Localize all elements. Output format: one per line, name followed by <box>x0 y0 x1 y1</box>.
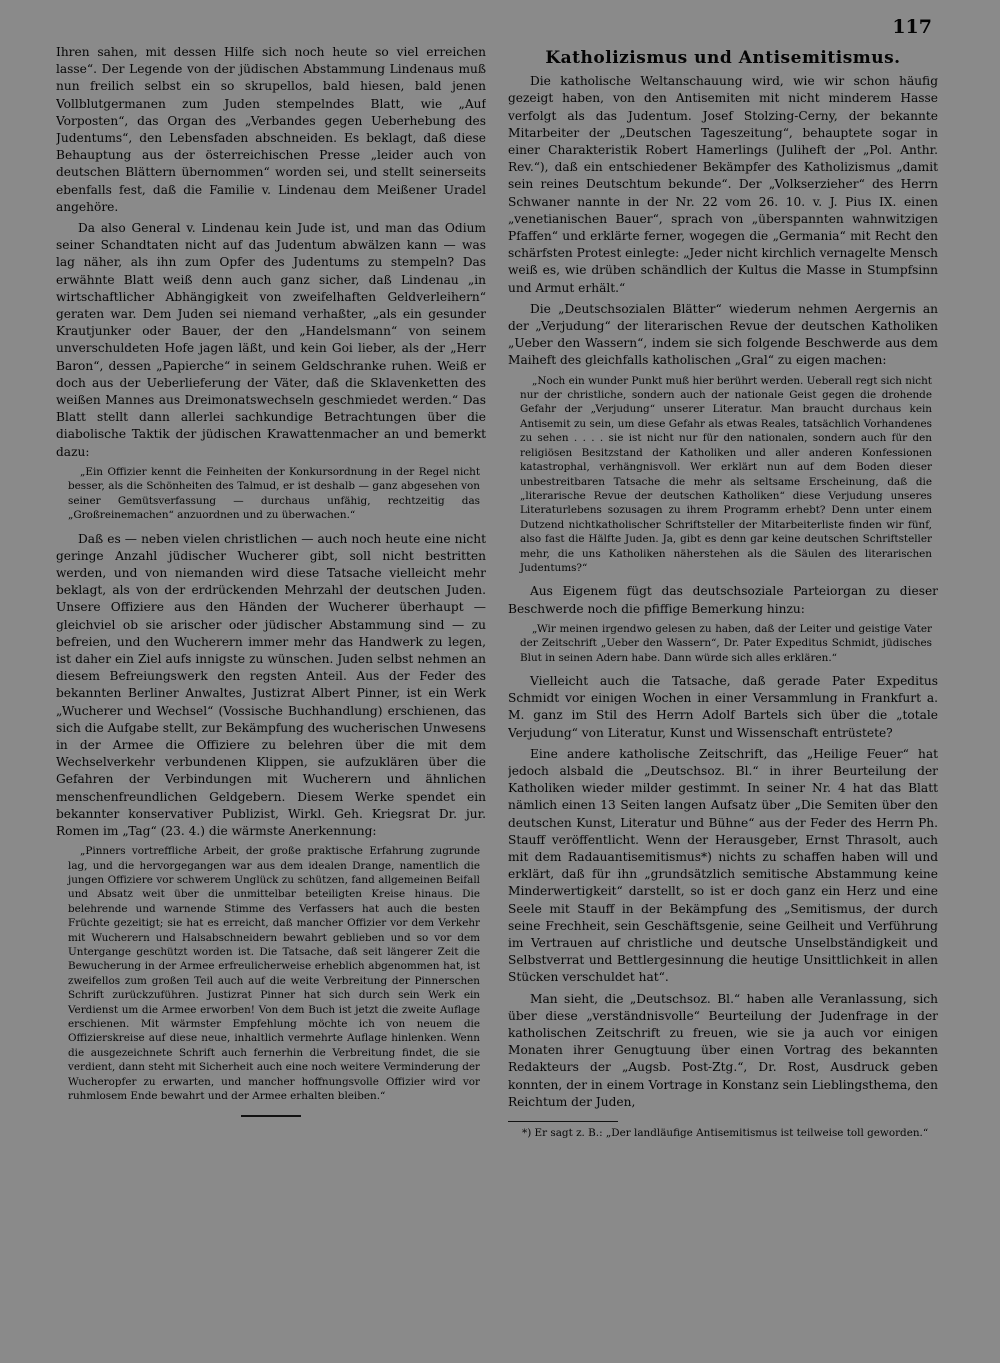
block-quote: „Pinners vortreffliche Arbeit, der große praktische Erfahrung zugrunde lag, und die hervorgegangen war aus dem idealen Drange, namentlich die jungen Offiziere vor schwerem Unglück zu schützen, fand allgemeinen Beifall und Absatz weit über die unmittelbar beteiligten Kreise hinaus. Die belehrende und warnende Stimme des Verfassers hat auch die besten Früchte gezeitigt; sie hat es erreicht, daß mancher Offizier vor dem Verkehr mit Wucherern und Halsabschneidern bewahrt geblieben und so vor dem Untergange geschützt worden ist. Die Tatsache, daß seit längerer Zeit die Bewucherung in der Armee erfreulicherweise erheblich abgenommen hat, ist zweifellos zum großen Teil auch auf die weite Verbreitung der Pinnerschen Schrift zurückzuführen. Justizrat Pinner hat sich durch sein Werk ein Verdienst um die Armee erworben! Von dem Buch ist jetzt die zweite Auflage erschienen. Mit wärmster Empfehlung möchte ich von neuem die Offizierskreise auf diese neue, inhaltlich vermehrte Auflage hinlenken. Wenn die ausgezeichnete Schrift auch fernerhin die Verbreitung findet, die sie verdient, dann steht mit Sicherheit auch eine noch weitere Verminderung der Wucheropfer zu erwarten, und mancher hoffnungsvolle Offizier wird vor ruhmlosem Ende bewahrt und der Armee erhalten bleiben.“ <box>68 845 480 1103</box>
paragraph: Die katholische Weltanschauung wird, wie wir schon häufig gezeigt haben, von den Antisemiten mit nicht minderem Hasse verfolgt als das Judentum. Josef Stolzing-Cerny, der bekannte Mitarbeiter der „Deutschen Tageszeitung“, behauptete sogar in einer Charakteristik Robert Hamerlings (Juliheft der „Pol. Anthr. Rev.“), daß ein entschiedener Bekämpfer des Katholizismus „damit sein reines Deutschtum bekunde“. Der „Volkserzieher“ des Herrn Schwaner nannte in der Nr. 22 vom 26. 10. v. J. Pius IX. einen „venetianischen Bauer“, sprach von „überspannten wahnwitzigen Pfaffen“ und erklärte ferner, wogegen die „Germania“ mit Recht den schärfsten Protest einlegte: „Jeder nicht kirchlich vernagelte Mensch weiß es, wie drüben schändlich der Kultus die Masse in Stumpfsinn und Armut erhält.“ <box>508 74 938 295</box>
left-column <box>56 44 486 1344</box>
block-quote: „Ein Offizier kennt die Feinheiten der Konkursordnung in der Regel nicht besser, als die Schönheiten des Talmud, er ist deshalb — ganz abgesehen von seiner Gemütsverfassung — durchaus unfähig, rechtzeitig das „Großreinemachen“ anzuordnen und zu überwachen.“ <box>68 465 480 522</box>
article-title: Katholizismus und Antisemitismus. <box>545 50 901 68</box>
right-column <box>508 50 938 1350</box>
paragraph: Man sieht, die „Deutschsoz. Bl.“ haben alle Veranlassung, sich über diese „verständnisvolle“ Beurteilung der Judenfrage in der katholischen Zeitschrift zu freuen, wie sie ja auch vor einigen Monaten ihrer Genugtuung über einen Vortrag des bekannten Redakteurs der „Augsb. Post-Ztg.“, Dr. Rost, Ausdruck geben konnten, der in einem Vortrage in Konstanz sein Lieblingsthema, den Reichtum der Juden, <box>508 991 938 1109</box>
paragraph: Vielleicht auch die Tatsache, daß gerade Pater Expeditus Schmidt vor einigen Wochen in einer Versammlung in Frankfurt a. M. ganz im Stil des Herrn Adolf Bartels sich über die „totale Verjudung“ von Literatur, Kunst und Wissenschaft entrüstete? <box>508 673 938 740</box>
page-number: 117 <box>892 16 932 38</box>
footnote: *) Er sagt z. B.: „Der landläufige Antisemitismus ist teilweise toll geworden.“ <box>522 1127 929 1140</box>
paragraph: Die „Deutschsozialen Blätter“ wiederum nehmen Aergernis an der „Verjudung“ der literarischen Revue der deutschen Katholiken „Ueber den Wassern“, indem sie sich folgende Beschwerde aus dem Maiheft des gleichfalls katholischen „Gral“ zu eigen machen: <box>508 301 938 368</box>
footnote-rule <box>508 1121 618 1122</box>
block-quote: „Noch ein wunder Punkt muß hier berührt werden. Ueberall regt sich nicht nur der christliche, sondern auch der nationale Geist gegen die drohende Gefahr der „Verjudung“ unserer Literatur. Man braucht durchaus kein Antisemit zu sein, um diese Gefahr als etwas Reales, tatsächlich Vorhandenes zu sehen . . . . sie ist nicht nur für den nationalen, sondern auch für den religiösen Besitzstand der Katholiken und aller anderen Konfessionen katastrophal, verhängnisvoll. Wer erklärt nun auf dem Boden dieser unbestreitbaren Tatsache die mehr als seltsame Erscheinung, daß die „literarische Revue der deutschen Katholiken“ diese Verjudung unseres Literaturlebens sozusagen zu ihrem Programm erhebt? Denn unter einem Dutzend nichtkatholischer Schriftsteller der Mitarbeiterliste finden wir fünf, also fast die Hälfte Juden. Ja, gibt es denn gar keine deutschen Schriftsteller mehr, die uns Katholiken näherstehen als die Säulen des literarischen Judentums?“ <box>520 374 932 574</box>
paragraph: Daß es — neben vielen christlichen — auch noch heute eine nicht geringe Anzahl jüdischer Wucherer gibt, soll nicht bestritten werden, und von niemanden wird diese Tatsache vielleicht mehr beklagt, als von der erdrückenden Mehrzahl der deutschen Juden. Unsere Offiziere aus den Händen der Wucherer überhaupt — gleichviel ob sie arischer oder jüdischer Abstammung sind — zu befreien, und den Wucherern immer mehr das Handwerk zu legen, ist daher ein Ziel aufs innigste zu wünschen. Juden selbst nehmen an diesem Befreiungswerk den regsten Anteil. Aus der Feder des bekannten Berliner Anwaltes, Justizrat Albert Pinner, ist ein Werk „Wucherer und Wechsel“ (Vossische Buchhandlung) erschienen, das sich die Aufgabe stellt, zur Bekämpfung des wucherischen Unwesens in der Armee die Offiziere zu belehren über die mit dem Wechselverkehr verbundenen Klippen, sie aufzuklären über die Gefahren der Verbindungen mit Wucherern und ähnlichen menschenfreundlichen Geldgebern. Diesem Werke spendet ein bekannter konservativer Publizist, Wirkl. Geh. Kriegsrat Dr. jur. Romen im „Tag“ (23. 4.) die wärmste Anerkennung: <box>56 531 486 838</box>
paragraph: Da also General v. Lindenau kein Jude ist, und man das Odium seiner Schandtaten nicht auf das Judentum abwälzen kann — was lag näher, als ihn zum Opfer des Judentums zu stempeln? Das erwähnte Blatt weiß denn auch ganz sicher, daß Lindenau „in wirtschaftlicher Abhängigkeit von zweifelhaften Geldverleihern“ geraten war. Dem Juden sei niemand verhaßter, „als ein gesunder Krautjunker oder Bauer, der den „Handelsmann“ von seinem unverschuldeten Hofe jagen läßt, und kein Goi lieber, als der „Herr Baron“, dessen „Papierche“ in seinem Geldschranke ruhen. Weiß er doch aus der Ueberlieferung der Väter, daß die Sklavenketten des weißen Mannes aus Dreimonatswechseln geschmiedet werden.“ Das Blatt stellt dann allerlei sachkundige Betrachtungen über die diabolische Taktik der jüdischen Krawattenmacher an und bemerkt dazu: <box>56 221 486 459</box>
block-quote: „Wir meinen irgendwo gelesen zu haben, daß der Leiter und geistige Vater der Zeitschrift „Ueber den Wassern“, Dr. Pater Expeditus Schmidt, jüdisches Blut in seinen Adern habe. Dann würde sich alles erklären.“ <box>520 622 932 664</box>
paragraph: Eine andere katholische Zeitschrift, das „Heilige Feuer“ hat jedoch alsbald die „Deutschsoz. Bl.“ in ihrer Beurteilung der Katholiken wieder milder gestimmt. In seiner Nr. 4 hat das Blatt nämlich einen 13 Seiten langen Aufsatz über „Die Semiten über den deutschen Kunst, Literatur und Bühne“ aus der Feder des Herrn Ph. Stauff veröffentlicht. Wenn der Herausgeber, Ernst Thrasolt, auch mit dem Radauantisemitismus*) nichts zu schaffen haben will und erklärt, daß für ihn „grundsätzlich semitische Abstammung keine Minderwertigkeit“ darstellt, so ist er doch ganz ein Herz und eine Seele mit Stauff in der Bekämpfung des „Semitismus, der durch seine Frechheit, sein Geschäftsgenie, seine Geilheit und Verführung im Vertrauen auf christliche und deutsche Unselbständigkeit und Selbstverrat und Bettlergesinnung die heutige Unsittlichkeit in allen Stücken verschuldet hat“. <box>508 746 938 985</box>
paragraph: Ihren sahen, mit dessen Hilfe sich noch heute so viel erreichen lasse“. Der Legende von der jüdischen Abstammung Lindenaus muß nun freilich selbst ein so skrupellos, bald hiesen, bald jenen Vollblutgermanen zum Juden stempelndes Blatt, wie „Auf Vorposten“, das Organ des „Verbandes gegen Ueberhebung des Judentums“, den Lebensfaden abschneiden. Es beklagt, daß diese Behauptung aus der österreichischen Presse „leider auch von deutschen Blättern übernommen“ worden sei, und stellt seinerseits ebenfalls fest, daß die Familie v. Lindenau dem Meißener Uradel angehöre. <box>56 45 486 214</box>
section-divider <box>241 1115 301 1117</box>
paragraph: Aus Eigenem fügt das deutschsoziale Parteiorgan zu dieser Beschwerde noch die pfiffige Bemerkung hinzu: <box>508 584 938 616</box>
